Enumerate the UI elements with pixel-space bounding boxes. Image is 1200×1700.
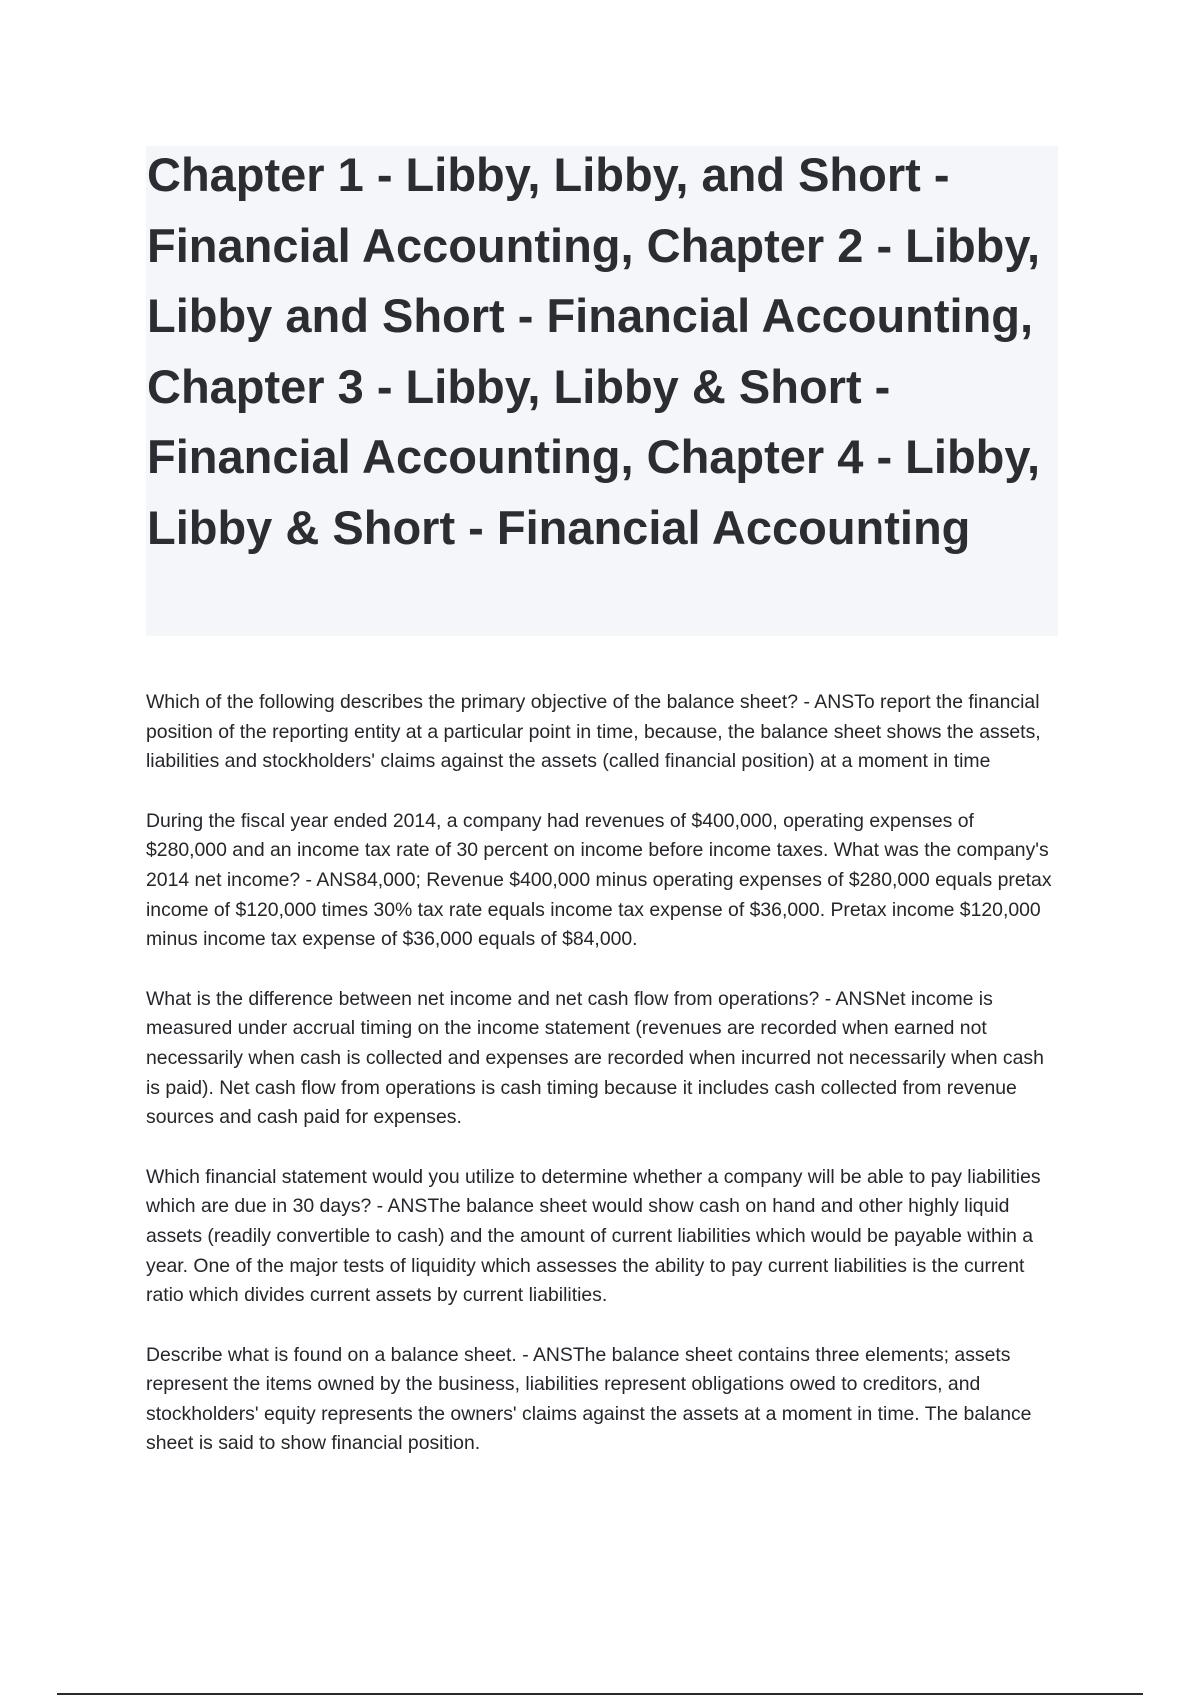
qa-item: What is the difference between net income and net cash flow from operations? - ANSNet income is measured under accrual timing on the income statement (revenues are recorded when earned not necessarily when cash is collected and expenses are recorded when incurred not necessarily when cash is paid). Net cash flow from operations is cash timing because it includes cash collected from revenue sources and cash paid for expenses.	[146, 987, 1044, 1129]
page-bottom-divider	[57, 1693, 1143, 1695]
qa-item: Which of the following describes the primary objective of the balance sheet? - ANSTo report the financial position of the reporting entity at a particular point in time, because, the balance sheet shows the assets, liabilities and stockholders' claims against the assets (called financial position) at a moment in time	[146, 691, 1041, 773]
qa-item: During the fiscal year ended 2014, a company had revenues of $400,000, operating expenses of $280,000 and an income tax rate of 30 percent on income before income taxes. What was the company's 2014 net income? - ANS84,000; Revenue $400,000 minus operating expenses of $280,000 equals pretax income of $120,000 times 30% tax rate equals income tax expense of $36,000. Pretax income $120,000 minus income tax expense of $36,000 equals of $84,000.	[146, 809, 1052, 951]
qa-item: Which financial statement would you utilize to determine whether a company will be able to pay liabilities which are due in 30 days? - ANSThe balance sheet would show cash on hand and other highly liquid assets (readily convertible to cash) and the amount of current liabilities which would be payable within a year. One of the major tests of liquidity which assesses the ability to pay current liabilities is the current ratio which divides current assets by current liabilities.	[146, 1165, 1041, 1307]
document-title: Chapter 1 - Libby, Libby, and Short - Financial Accounting, Chapter 2 - Libby, Libby and Short - Financial Accounting, Chapter 3 - Libby, Libby & Short - Financial Accounting, Chapter 4 - Libby, Libby & Short - Financial Accounting	[147, 148, 1041, 554]
qa-list	[146, 688, 1058, 1489]
qa-item: Describe what is found on a balance sheet. - ANSThe balance sheet contains three elements; assets represent the items owned by the business, liabilities represent obligations owed to creditors, and stockholders' equity represents the owners' claims against the assets at a moment in time. The balance sheet is said to show financial position.	[146, 1343, 1032, 1455]
title-block	[146, 146, 1058, 636]
